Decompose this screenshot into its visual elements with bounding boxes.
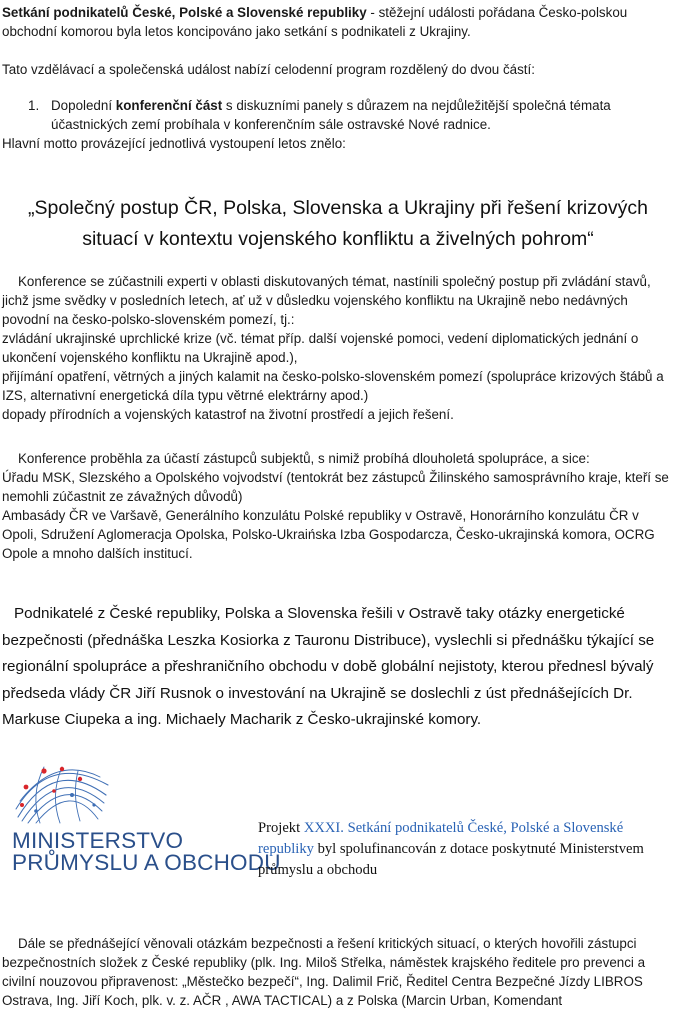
participants-paragraph: Konference proběhla za účastí zástupců subjektů, s nimiž probíhá dlouholetá spolupráce, a sice: [18, 451, 590, 466]
project-prefix: Projekt [258, 820, 304, 836]
topic-item: zvládání ukrajinské uprchlické krize (vč. témat příp. další vojenské pomoci, vedení diplomatických jednání o ukončení vojenského konfliktu na Ukrajině apod.), [2, 331, 639, 365]
participant-item: Úřadu MSK, Slezského a Opolského vojvodství (tentokrát bez zástupců Žilinského samosprávního kraje, kteří se nemohli zúčastnit ze závažných důvodů) [2, 470, 669, 504]
logo-line-2: PRŮMYSLU A OBCHODU [12, 850, 281, 875]
event-title: Setkání podnikatelů České, Polské a Slovenské republiky [2, 5, 367, 20]
project-name: XXXI. Setkání podnikatelů České, Polské a Slovenské republiky [258, 820, 624, 857]
energy-section [2, 601, 674, 734]
energy-paragraph: Podnikatelé z České republiky, Polska a Slovenska řešili v Ostravě taky otázky energetické bezpečnosti (přednáška Leszka Kosiorka z Tauronu Distribuce), vyslechli si přednášku týkající se regionální spolupráce a přeshraničního obchodu v době globální nejistoty, kterou přednesl bývalý předseda vlády ČR Jiří Rusnok o investování na Ukrajině se doslechli z úst přednášejících Dr. Markuse Ciupeka a ing. Michaely Macharik z Česko-ukrajinské komory. [2, 605, 655, 728]
experts-paragraph: Konference se zúčastnili experti v oblasti diskutovaných témat, nastínili společný postup při zvládání stavů, jichž jsme svědky v posledních letech, ať už v důsledku vojenského konfliktu na Ukrajině nebo nedávných povodní na česko-polsko-slovenském pomezí, tj.: [2, 274, 651, 327]
security-paragraph: Dále se přednášející věnovali otázkám bezpečnosti a řešení kritických situací, o kterých hovořili zástupci bezpečnostních složek z České republiky (plk. Ing. Miloš Střelka, náměstek krajského ředitele pro prevenci a civilní nouzovou připravenost: „Městečko bezpečí“, Ing. Dalimil Frič, Ředitel Centra Bezpečné Jízdy LIBROS Ostrava, Ing. Jiří Koch, plk. v. z. AČR , AWA TACTICAL) a z Polska (Marcin Urban, Komendant [2, 936, 646, 1008]
program-intro: Tato vzdělávací a společenská událost nabízí celodenní program rozdělený do dvou částí: [2, 62, 535, 77]
topic-item: dopady přírodních a vojenských katastrof na životní prostředí a jejich řešení. [2, 407, 454, 422]
project-funding-note [258, 818, 674, 881]
list-item-text-start: Dopolední [51, 98, 116, 113]
list-number: 1. [28, 98, 40, 113]
logo-line-1: MINISTERSTVO [12, 828, 184, 853]
list-item [28, 96, 670, 134]
intro-paragraph [2, 3, 672, 41]
topic-item: přijímání opatření, větrných a jiných kalamit na česko-polsko-slovenském pomezí (spolupráce krizových štábů a IZS, alternativní energetická díla typu větrné elektrárny apod.) [2, 369, 664, 403]
program-list [28, 96, 670, 134]
participants-section [2, 449, 672, 563]
intro-text: - stěžejní události pořádana Česko-polskou obchodní komorou byla letos koncipováno jako setkání s podnikateli z Ukrajiny. [2, 5, 628, 39]
list-item-bold: konferenční část [115, 98, 223, 113]
participant-item: Ambasády ČR ve Varšavě, Generálního konzulátu Polské republiky v Ostravě, Honorárního konzulátu ČR v Opoli, Sdružení Aglomeracja Opolska, Polsko-Ukraińska Izba Gospodarcza, Česko-ukrajinská komora, OCRG Opole a mnoho dalších institucí. [2, 508, 655, 561]
globe-mark-icon [14, 765, 110, 825]
list-item-text-end: s diskuzními panely s důrazem na nejdůležitější společná témata účastnických zemí probíhala v konferenčním sále ostravské Nové radnice. [51, 98, 611, 132]
motto-intro: Hlavní motto provázející jednotlivá vystoupení letos znělo: [2, 136, 346, 151]
project-suffix: byl spolufinancován z dotace poskytnuté Ministerstvem průmyslu a obchodu [258, 841, 644, 878]
motto-heading: „Společný postup ČR, Polska, Slovenska a Ukrajiny při řešení krizových situací v kontextu vojenského konfliktu a živelných pohrom“ [28, 197, 648, 250]
security-section [2, 934, 674, 1010]
experts-section [2, 272, 672, 424]
